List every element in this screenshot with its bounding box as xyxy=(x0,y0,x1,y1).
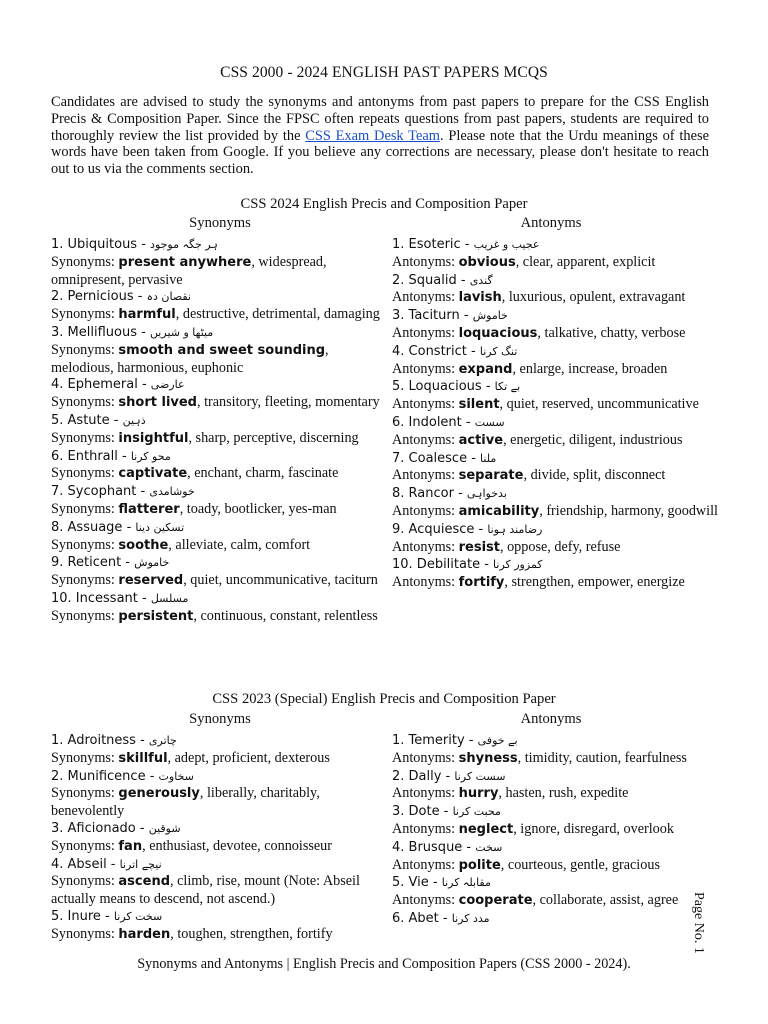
alternatives: , clear, apparent, explicit xyxy=(515,253,656,270)
key-answer: shyness xyxy=(458,750,518,766)
alternatives: , timidity, caution, fearfulness xyxy=(517,749,687,766)
alternatives: , toady, bootlicker, yes-man xyxy=(179,500,337,517)
line-label: Antonyms: xyxy=(392,502,459,519)
word-heading xyxy=(51,324,387,342)
synonyms-line xyxy=(51,572,387,590)
page-title: CSS 2000 - 2024 ENGLISH PAST PAPERS MCQS xyxy=(220,64,548,81)
word-entry xyxy=(392,414,728,450)
line-label: Synonyms: xyxy=(51,572,119,589)
key-answer: obvious xyxy=(458,254,516,270)
synonyms-heading-2023: Synonyms xyxy=(189,711,251,727)
word-heading xyxy=(51,590,387,608)
line-label: Antonyms: xyxy=(392,396,459,413)
alternatives: , continuous, constant, relentless xyxy=(193,607,378,624)
word-heading xyxy=(51,448,387,466)
alternatives: , widespread, omnipresent, pervasive xyxy=(51,253,327,288)
antonyms-line xyxy=(392,750,728,768)
word-title: 5. Astute - xyxy=(51,412,123,428)
urdu-meaning: مدد کرنا xyxy=(451,911,490,925)
urdu-meaning: عجیب و غریب xyxy=(473,238,540,251)
word-title: 7. Coalesce - xyxy=(392,450,481,466)
alternatives: , ignore, disregard, overlook xyxy=(513,820,674,837)
urdu-meaning: ذہین xyxy=(122,413,146,427)
word-heading xyxy=(51,483,387,501)
antonyms-line xyxy=(392,857,728,875)
line-label: Antonyms: xyxy=(392,289,459,306)
alternatives: , enthusiast, devotee, connoisseur xyxy=(142,837,333,854)
word-heading xyxy=(392,307,728,325)
word-heading xyxy=(51,554,387,572)
word-entry xyxy=(51,590,387,626)
word-title: 2. Munificence - xyxy=(51,768,159,784)
word-heading xyxy=(392,378,728,396)
word-title: 8. Assuage - xyxy=(51,519,136,535)
alternatives: , divide, split, disconnect xyxy=(523,467,666,484)
antonyms-line xyxy=(392,821,728,839)
line-label: Synonyms: xyxy=(51,465,119,482)
word-entry xyxy=(51,856,387,908)
word-entry xyxy=(392,768,728,804)
key-answer: polite xyxy=(458,857,501,873)
antonyms-heading-2023: Antonyms xyxy=(520,711,582,727)
word-heading xyxy=(51,376,387,394)
word-title: 3. Aficionado - xyxy=(51,820,149,836)
urdu-meaning: محو کرنا xyxy=(130,449,171,463)
urdu-meaning: مقابلہ کرنا xyxy=(441,876,491,890)
alternatives: , adept, proficient, dexterous xyxy=(167,749,330,766)
line-label: Synonyms: xyxy=(51,394,119,411)
synonyms-line xyxy=(51,465,387,483)
urdu-meaning: بے خوفی xyxy=(477,734,518,747)
synonyms-line xyxy=(51,306,387,324)
word-entry xyxy=(51,236,387,288)
key-answer: expand xyxy=(458,361,513,377)
word-heading xyxy=(392,768,728,786)
key-answer: separate xyxy=(458,468,524,484)
urdu-meaning: ملنا xyxy=(480,451,497,465)
line-label: Antonyms: xyxy=(392,324,459,341)
word-entry xyxy=(392,450,728,486)
alternatives: , alleviate, calm, comfort xyxy=(168,536,311,553)
alternatives: , sharp, perceptive, discerning xyxy=(188,429,359,446)
word-heading xyxy=(392,732,728,750)
word-entry xyxy=(392,556,728,592)
word-entry xyxy=(392,236,728,272)
word-heading xyxy=(392,450,728,468)
urdu-meaning: عارضی xyxy=(150,378,185,392)
alternatives: , liberally, charitably, benevolently xyxy=(51,785,320,820)
alternatives: , enchant, charm, fascinate xyxy=(187,465,339,482)
synonyms-line xyxy=(51,537,387,555)
line-label: Antonyms: xyxy=(392,749,459,766)
word-entry xyxy=(51,519,387,555)
key-answer: active xyxy=(458,432,504,448)
section-title-2023-special: CSS 2023 (Special) English Precis and Composition Paper xyxy=(212,691,556,707)
alternatives: , melodious, harmonious, euphonic xyxy=(51,341,329,376)
synonyms-line xyxy=(51,254,387,289)
synonyms-line xyxy=(51,926,387,944)
line-label: Antonyms: xyxy=(392,253,459,270)
line-label: Synonyms: xyxy=(51,500,119,517)
word-title: 2. Dally - xyxy=(392,768,455,784)
word-entry xyxy=(51,376,387,412)
line-label: Antonyms: xyxy=(392,574,459,591)
word-heading xyxy=(392,414,728,432)
antonyms-line xyxy=(392,325,728,343)
word-heading xyxy=(51,856,387,874)
word-title: 6. Abet - xyxy=(392,910,452,926)
word-heading xyxy=(51,236,387,254)
line-label: Antonyms: xyxy=(392,538,459,555)
alternatives: , quiet, uncommunicative, taciturn xyxy=(183,572,378,589)
key-answer: captivate xyxy=(118,466,188,482)
intro-text-before-link: Candidates are advised to study the synonyms and antonyms from past papers to prepare for the CSS English Precis & Composition Paper. Since the FPSC often repeats questions from past papers, students are required to thoroughly review the list provided by the xyxy=(51,94,709,144)
alternatives: , destructive, detrimental, damaging xyxy=(175,306,380,323)
urdu-meaning: خاموش xyxy=(134,556,170,570)
synonyms-line xyxy=(51,785,387,820)
alternatives: , toughen, strengthen, fortify xyxy=(170,925,333,942)
word-heading xyxy=(392,803,728,821)
alternatives: , enlarge, increase, broaden xyxy=(512,360,668,377)
antonyms-line xyxy=(392,361,728,379)
alternatives: , quiet, reserved, uncommunicative xyxy=(499,396,699,413)
antonyms-line xyxy=(392,396,728,414)
page-number-text: Page No. 1 xyxy=(691,892,706,954)
word-heading xyxy=(51,412,387,430)
word-title: 3. Dote - xyxy=(392,804,453,820)
intro-paragraph xyxy=(51,94,709,178)
word-entry xyxy=(51,324,387,376)
line-label: Synonyms: xyxy=(51,785,119,802)
key-answer: generously xyxy=(118,786,200,802)
urdu-meaning: سست کرنا xyxy=(454,769,506,783)
word-title: 1. Temerity - xyxy=(392,733,478,748)
line-label: Antonyms: xyxy=(392,467,459,484)
urdu-meaning: کمزور کرنا xyxy=(493,558,543,572)
word-entry xyxy=(392,803,728,839)
synonyms-line xyxy=(51,608,387,626)
word-title: 5. Loquacious - xyxy=(392,379,495,395)
urdu-meaning: رضامند ہونا xyxy=(487,522,543,536)
urdu-meaning: ہر جگہ موجود xyxy=(150,238,218,251)
alternatives: , luxurious, opulent, extravagant xyxy=(501,289,686,306)
word-heading xyxy=(392,343,728,361)
word-title: 9. Reticent - xyxy=(51,555,135,571)
word-entry xyxy=(51,768,387,820)
antonyms-line xyxy=(392,785,728,803)
antonyms-heading-2024: Antonyms xyxy=(520,215,582,231)
word-entry xyxy=(392,485,728,521)
antonyms-line xyxy=(392,539,728,557)
word-title: 1. Adroitness - xyxy=(51,733,149,748)
synonyms-line xyxy=(51,873,387,908)
key-answer: cooperate xyxy=(458,893,533,909)
key-answer: fortify xyxy=(458,575,505,591)
key-answer: harmful xyxy=(118,307,176,323)
key-answer: insightful xyxy=(118,430,189,446)
line-label: Synonyms: xyxy=(51,253,119,270)
line-label: Antonyms: xyxy=(392,892,459,909)
word-heading xyxy=(392,839,728,857)
word-entry xyxy=(51,820,387,856)
urdu-meaning: سخت xyxy=(475,840,503,854)
key-answer: flatterer xyxy=(118,501,180,517)
word-entry xyxy=(51,732,387,768)
word-title: 4. Abseil - xyxy=(51,856,120,872)
line-label: Antonyms: xyxy=(392,820,459,837)
word-heading xyxy=(392,236,728,254)
word-title: 7. Sycophant - xyxy=(51,484,150,500)
word-title: 2. Squalid - xyxy=(392,272,470,288)
line-label: Synonyms: xyxy=(51,429,119,446)
urdu-meaning: سخاوت xyxy=(158,769,194,783)
intro-text-after-link: . Please note that the Urdu meanings of these words have been taken from Google. If you believe any corrections are necessary, please don't hesitate to reach out to us via the comments section. xyxy=(51,127,709,178)
key-answer: soothe xyxy=(118,537,169,553)
word-entry xyxy=(392,839,728,875)
key-answer: resist xyxy=(458,539,500,555)
key-answer: neglect xyxy=(458,821,514,837)
word-heading xyxy=(392,485,728,503)
key-answer: loquacious xyxy=(458,325,538,341)
word-entry xyxy=(51,288,387,324)
word-heading xyxy=(51,732,387,750)
key-answer: persistent xyxy=(118,608,194,624)
word-entry xyxy=(51,908,387,944)
urdu-meaning: نیچے اترنا xyxy=(119,857,162,871)
urdu-meaning: سخت کرنا xyxy=(113,909,163,923)
page-footer: Synonyms and Antonyms | English Precis and Composition Papers (CSS 2000 - 2024). xyxy=(137,956,631,972)
antonyms-line xyxy=(392,574,728,592)
word-entry xyxy=(392,732,728,768)
urdu-meaning: تنگ کرنا xyxy=(479,344,518,358)
urdu-meaning: بے تکا xyxy=(494,380,521,394)
urdu-meaning: چاتری xyxy=(148,734,177,747)
word-entry xyxy=(392,307,728,343)
key-answer: harden xyxy=(118,926,171,942)
key-answer: hurry xyxy=(458,786,499,802)
alternatives: , climb, rise, mount (Note: Abseil actually means to descend, not ascend.) xyxy=(51,873,360,908)
word-heading xyxy=(51,768,387,786)
alternatives: , talkative, chatty, verbose xyxy=(537,324,686,341)
antonyms-line xyxy=(392,503,728,521)
word-title: 3. Mellifluous - xyxy=(51,324,150,340)
word-entry xyxy=(51,412,387,448)
css-exam-desk-team-link[interactable]: CSS Exam Desk Team xyxy=(305,127,440,144)
urdu-meaning: سست xyxy=(474,415,505,429)
synonyms-line xyxy=(51,394,387,412)
antonyms-list-2024 xyxy=(392,236,728,592)
word-title: 6. Enthrall - xyxy=(51,448,131,464)
urdu-meaning: گندی xyxy=(469,273,493,287)
word-entry xyxy=(392,378,728,414)
line-label: Synonyms: xyxy=(51,873,119,890)
word-title: 5. Inure - xyxy=(51,908,114,924)
antonyms-line xyxy=(392,432,728,450)
synonyms-line xyxy=(51,750,387,768)
urdu-meaning: تسکین دینا xyxy=(135,520,185,534)
key-answer: short lived xyxy=(118,395,197,411)
word-title: 2. Pernicious - xyxy=(51,289,147,305)
urdu-meaning: میٹھا و شیریں xyxy=(149,325,214,339)
word-title: 1. Esoteric - xyxy=(392,237,474,252)
line-label: Synonyms: xyxy=(51,536,119,553)
word-title: 1. Ubiquitous - xyxy=(51,237,151,252)
synonyms-list-2024 xyxy=(51,236,387,626)
word-title: 6. Indolent - xyxy=(392,414,475,430)
alternatives: , friendship, harmony, goodwill xyxy=(539,502,718,519)
word-heading xyxy=(392,874,728,892)
alternatives: , courteous, gentle, gracious xyxy=(500,856,660,873)
urdu-meaning: مسلسل xyxy=(150,591,189,605)
antonyms-line xyxy=(392,289,728,307)
page-number xyxy=(676,892,706,952)
urdu-meaning: نقصان دہ xyxy=(146,290,191,304)
word-heading xyxy=(51,519,387,537)
word-heading xyxy=(392,556,728,574)
line-label: Synonyms: xyxy=(51,306,119,323)
key-answer: lavish xyxy=(458,290,502,306)
word-title: 9. Acquiesce - xyxy=(392,521,488,537)
key-answer: present anywhere xyxy=(118,254,252,270)
word-title: 8. Rancor - xyxy=(392,486,467,502)
key-answer: ascend xyxy=(118,874,170,890)
line-label: Antonyms: xyxy=(392,360,459,377)
word-entry xyxy=(392,272,728,308)
word-title: 5. Vie - xyxy=(392,875,442,891)
key-answer: silent xyxy=(458,397,500,413)
section-title-2024: CSS 2024 English Precis and Composition Paper xyxy=(240,196,528,212)
word-entry xyxy=(51,448,387,484)
line-label: Synonyms: xyxy=(51,837,119,854)
synonyms-list-2023 xyxy=(51,732,387,944)
word-heading xyxy=(392,521,728,539)
line-label: Antonyms: xyxy=(392,856,459,873)
urdu-meaning: خاموش xyxy=(472,309,508,323)
line-label: Antonyms: xyxy=(392,785,459,802)
word-heading xyxy=(51,908,387,926)
alternatives: , hasten, rush, expedite xyxy=(498,785,629,802)
alternatives: , strengthen, empower, energize xyxy=(504,574,685,591)
key-answer: reserved xyxy=(118,573,184,589)
line-label: Synonyms: xyxy=(51,341,119,358)
word-title: 4. Ephemeral - xyxy=(51,377,151,393)
line-label: Antonyms: xyxy=(392,431,459,448)
word-title: 3. Taciturn - xyxy=(392,308,473,324)
alternatives: , oppose, defy, refuse xyxy=(499,538,621,555)
line-label: Synonyms: xyxy=(51,607,119,624)
urdu-meaning: بدخواہی xyxy=(466,487,507,501)
key-answer: fan xyxy=(118,838,143,854)
synonyms-heading-2024: Synonyms xyxy=(189,215,251,231)
alternatives: , energetic, diligent, industrious xyxy=(503,431,683,448)
word-title: 4. Constrict - xyxy=(392,343,480,359)
word-entry xyxy=(51,554,387,590)
word-heading xyxy=(51,288,387,306)
word-title: 4. Brusque - xyxy=(392,839,476,855)
word-title: 10. Debilitate - xyxy=(392,557,494,573)
line-label: Synonyms: xyxy=(51,749,119,766)
word-entry xyxy=(392,343,728,379)
antonyms-line xyxy=(392,254,728,272)
word-heading xyxy=(51,820,387,838)
key-answer: skillful xyxy=(118,750,168,766)
synonyms-line xyxy=(51,342,387,377)
urdu-meaning: خوشامدی xyxy=(149,485,195,499)
word-heading xyxy=(392,272,728,290)
antonyms-line xyxy=(392,467,728,485)
word-title: 10. Incessant - xyxy=(51,590,151,606)
key-answer: smooth and sweet sounding xyxy=(118,342,326,358)
alternatives: , transitory, fleeting, momentary xyxy=(197,394,380,411)
urdu-meaning: محبت کرنا xyxy=(452,805,501,819)
synonyms-line xyxy=(51,838,387,856)
key-answer: amicability xyxy=(458,503,540,519)
word-entry xyxy=(392,521,728,557)
synonyms-line xyxy=(51,501,387,519)
alternatives: , collaborate, assist, agree xyxy=(532,892,679,909)
synonyms-line xyxy=(51,430,387,448)
line-label: Synonyms: xyxy=(51,925,119,942)
word-entry xyxy=(51,483,387,519)
urdu-meaning: شوقین xyxy=(148,821,181,835)
